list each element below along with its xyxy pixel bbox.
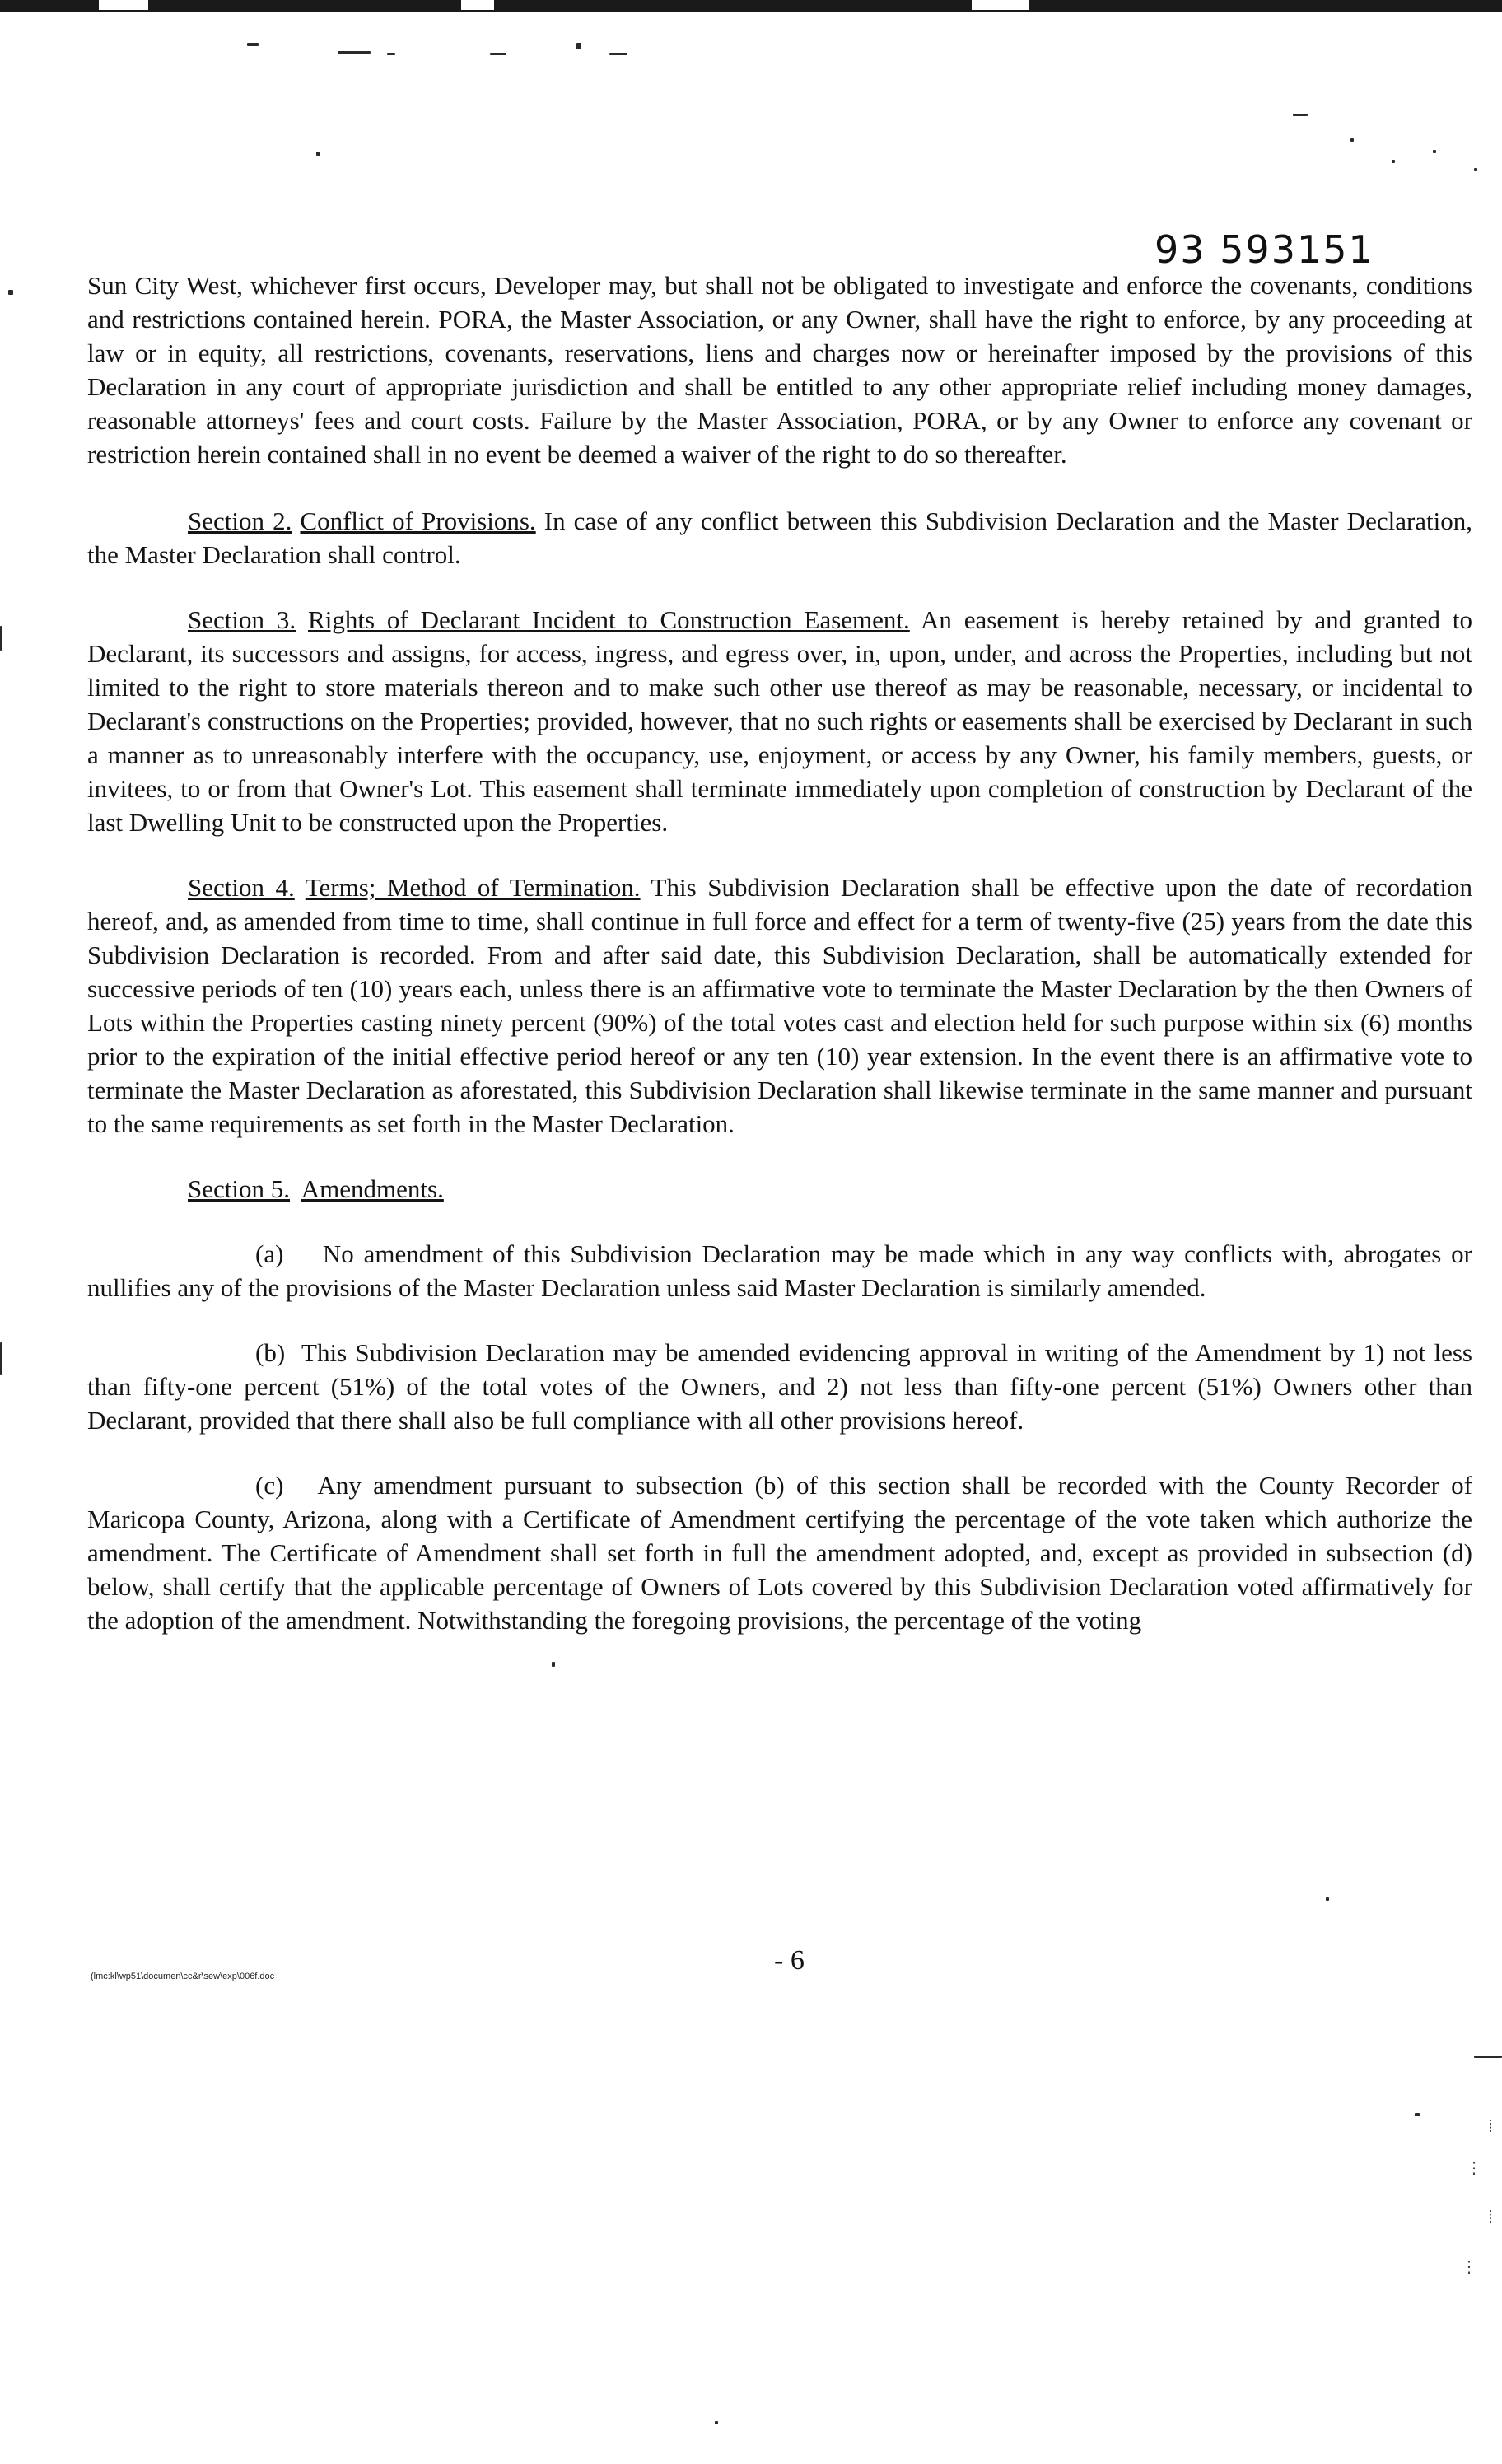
scan-speck [387, 53, 395, 55]
scan-speck [316, 152, 320, 156]
scan-speck [1350, 138, 1354, 142]
scan-speck [1474, 2056, 1502, 2058]
section-2-number: Section 2. [188, 506, 292, 535]
scan-speck [247, 43, 259, 46]
file-path: (lmc:kl\wp51\documen\cc&r\sew\exp\006f.doc [91, 1972, 275, 1981]
scan-speck [338, 51, 371, 54]
subsection-b [87, 1336, 1472, 1437]
document-body [87, 268, 1472, 1668]
subsection-b-label: (b) [255, 1338, 286, 1367]
subsection-c-label: (c) [255, 1471, 284, 1500]
section-5-number: Section 5. [188, 1174, 290, 1203]
subsection-a-label: (a) [255, 1239, 284, 1268]
subsection-b-text: This Subdivision Declaration may be amended evidencing approval in writing of the Amendment by 1) not less than fifty-one percent (51%) of the total votes of the Owners, and 2) not less than fifty-one percent (51%) Owners other than Declarant, provided that there shall also be full compliance with all other provisions hereof. [87, 1338, 1472, 1435]
scan-speck [609, 53, 627, 55]
section-2-title: Conflict of Provisions. [300, 506, 536, 535]
scan-speck [1474, 168, 1477, 171]
scan-edge-bar [0, 0, 1502, 12]
scan-speck [0, 626, 2, 651]
scan-speck: ⁞ [1485, 2207, 1495, 2227]
subsection-a [87, 1237, 1472, 1304]
section-5-title: Amendments. [301, 1174, 444, 1203]
subsection-c [87, 1468, 1472, 1637]
section-2-paragraph [87, 504, 1472, 572]
record-number: 93 593151 [1154, 227, 1374, 272]
scan-speck [1293, 114, 1308, 116]
scan-speck [490, 53, 506, 55]
scan-speck [8, 290, 13, 295]
scan-speck: ⋮ [1466, 2158, 1482, 2177]
scan-edge-gap [972, 0, 1029, 10]
scan-speck [715, 2421, 718, 2424]
scan-speck: ⋮ [1461, 2256, 1477, 2276]
section-3-number: Section 3. [188, 605, 296, 634]
scan-speck: ⁞ [1485, 2116, 1495, 2136]
page-number: - 6 [774, 1945, 805, 1976]
section-4-paragraph [87, 870, 1472, 1141]
section-3-text: An easement is hereby retained by and granted to Declarant, its successors and assigns, for access, ingress, and egress over, in, upon, under, and across the Properties, including but not limited to the right to store materials thereon and to make such other use thereof as may be reasonable, necessary, or incidental to Declarant's constructions on the Properties; provided, however, that no such rights or easements shall be exercised by Declarant in such a manner as to unreasonably interfere with the occupancy, use, enjoyment, or access by any Owner, his family members, guests, or invitees, to or from that Owner's Lot. This easement shall terminate immediately upon completion of construction by Declarant of the last Dwelling Unit to be constructed upon the Properties. [87, 605, 1473, 837]
section-3-title: Rights of Declarant Incident to Construction Easement. [308, 605, 910, 634]
scan-speck [1392, 160, 1395, 163]
intro-paragraph: Sun City West, whichever first occurs, Developer may, but shall not be obligated to investigate and enforce the covenants, conditions and restrictions contained herein. PORA, the Master Association, or any Owner, shall have the right to enforce, by any proceeding at law or in equity, all restrictions, covenants, reservations, liens and charges now or hereinafter imposed by the provisions of this Declaration in any court of appropriate jurisdiction and shall be entitled to any other appropriate relief including money damages, reasonable attorneys' fees and court costs. Failure by the Master Association, PORA, or by any Owner to enforce any covenant or restriction herein contained shall in no event be deemed a waiver of the right to do so thereafter. [87, 271, 1472, 469]
section-4-number: Section 4. [188, 873, 295, 902]
scan-edge-gap [99, 0, 148, 10]
scan-speck [1433, 150, 1436, 153]
section-3-paragraph [87, 603, 1472, 839]
subsection-a-text: No amendment of this Subdivision Declaration may be made which in any way conflicts with, abrogates or nullifies any of the provisions of the Master Declaration unless said Master Declaration is similarly amended. [87, 1239, 1472, 1302]
section-4-title: Terms; Method of Termination. [305, 873, 641, 902]
scan-edge-gap [461, 0, 494, 10]
section-5-heading [87, 1172, 1472, 1206]
scan-speck [1326, 1897, 1329, 1901]
subsection-c-text: Any amendment pursuant to subsection (b) of this section shall be recorded with the County Recorder of Maricopa County, Arizona, along with a Certificate of Amendment certifying the percentage of the vote taken which authorize the amendment. The Certificate of Amendment shall set forth in full the amendment adopted, and, except as provided in subsection (d) below, shall certify that the applicable percentage of Owners of Lots covered by this Subdivision Declaration voted affirmatively for the adoption of the amendment. Notwithstanding the foregoing provisions, the percentage of the voting [87, 1471, 1472, 1635]
section-2-text: In case of any conflict between this Subdivision Declaration and the Master Declaration, the Master Declaration shall control. [87, 506, 1473, 569]
scan-speck [0, 1342, 2, 1375]
scan-speck [576, 43, 581, 49]
scan-speck [1415, 2113, 1420, 2116]
section-4-text: This Subdivision Declaration shall be effective upon the date of recordation hereof, and, as amended from time to time, shall continue in full force and effect for a term of twenty-five (25) years from the date this Subdivision Declaration is recorded. From and after said date, this Subdivision Declaration, shall be automatically extended for successive periods of ten (10) years each, unless there is an affirmative vote to terminate the Master Declaration by the then Owners of Lots within the Properties casting ninety percent (90%) of the total votes cast and election held for such purpose within six (6) months prior to the expiration of the initial effective period hereof or any ten (10) year extension. In the event there is an affirmative vote to terminate the Master Declaration as aforestated, this Subdivision Declaration shall likewise terminate in the same manner and pursuant to the same requirements as set forth in the Master Declaration. [87, 873, 1472, 1138]
